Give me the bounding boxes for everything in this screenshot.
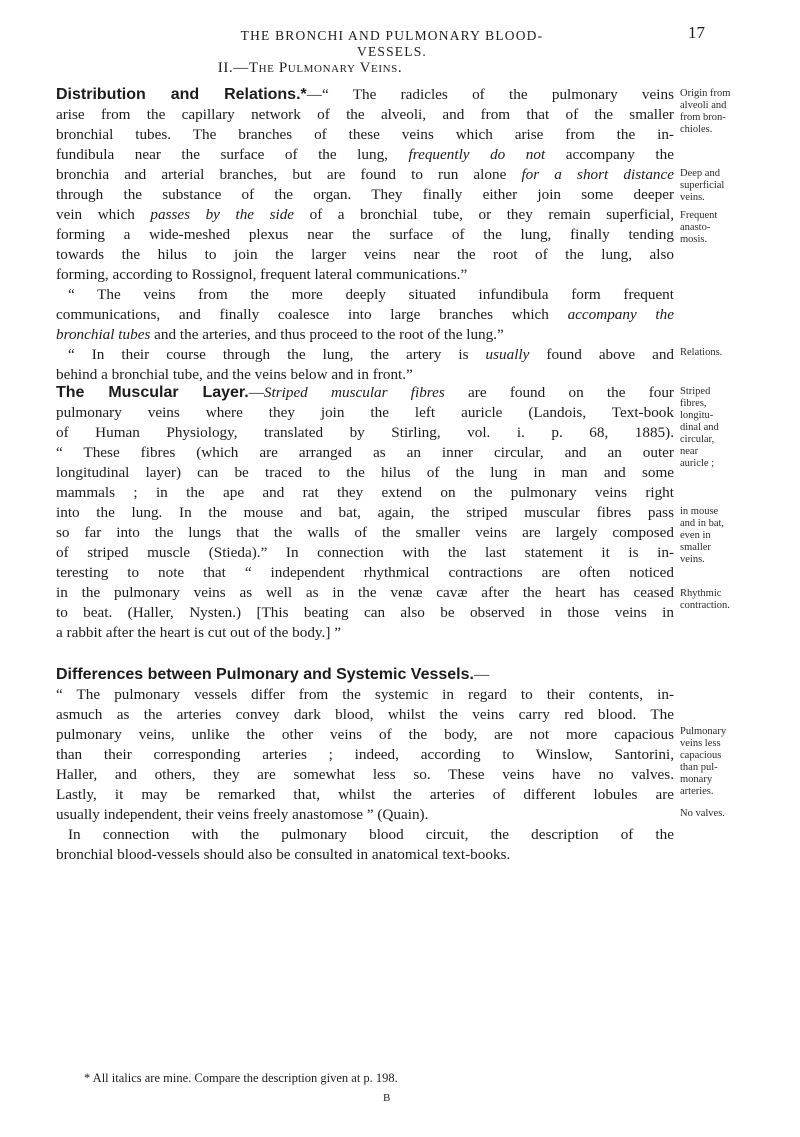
text-line: to beat. (Haller, Nysten.) [This beating can also be observed in those veins in [56, 604, 674, 621]
text-line: through the substance of the organ. They finally either join some deeper [56, 186, 674, 203]
text-line: asmuch as the arteries convey dark blood, whilst the veins carry red blood. The [56, 706, 674, 723]
text-line: bronchial tubes. The branches of these veins which arise from the in- [56, 126, 674, 143]
heading-muscular-layer: The Muscular Layer. [56, 384, 249, 401]
footnote: * All italics are mine. Compare the description given at p. 198. [84, 1071, 398, 1085]
text-line: vein which passes by the side of a bronchial tube, or they remain superficial, [56, 206, 674, 223]
text-line: pulmonary veins, unlike the other veins of the body, are not more capacious [56, 726, 674, 743]
page-number: 17 [688, 23, 705, 42]
text-line: a rabbit after the heart is cut out of the body.] ” [56, 624, 341, 641]
text-line: The Muscular Layer.—Striped muscular fibres are found on the four [56, 384, 674, 401]
section-title: II.—The Pulmonary Veins. [217, 60, 403, 76]
text-line: “ These fibres (which are arranged as an inner circular, and an outer [56, 444, 674, 461]
heading-differences: Differences between Pulmonary and Systemic Vessels. [56, 666, 474, 683]
text-line: usually independent, their veins freely anastomose ” (Quain). [56, 806, 429, 823]
text-line: into the lung. In the mouse and bat, again, the striped muscular fibres pass [56, 504, 674, 521]
text-line: communications, and finally coalesce into large branches which accompany the [56, 306, 674, 323]
text-line: Lastly, it may be remarked that, whilst the arteries of different lobules are [56, 786, 674, 803]
text-line: “ The veins from the more deeply situated infundibula form frequent [68, 286, 674, 303]
text-line: arise from the capillary network of the alveoli, and from that of the smaller [56, 106, 674, 123]
text-line: In connection with the pulmonary blood circuit, the description of the [68, 826, 674, 843]
text-line: mammals ; in the ape and rat they extend on the pulmonary veins right [56, 484, 674, 501]
margin-note-rhythmic: Rhythmic contraction. [680, 588, 730, 611]
text-line: “ The pulmonary vessels differ from the systemic in regard to their contents, in- [56, 686, 674, 703]
text-line: of striped muscle (Stieda).” In connection with the last statement it is in- [56, 544, 674, 561]
text-line: fundibula near the surface of the lung, frequently do not accompany the [56, 146, 674, 163]
heading-distribution: Distribution and Relations.* [56, 86, 307, 103]
margin-note-no-valves: No valves. [680, 808, 725, 819]
margin-note-relations: Relations. [680, 347, 723, 358]
text-line: forming a wide-meshed plexus near the surface of the lung, finally tending [56, 226, 674, 243]
text-line: Haller, and others, they are somewhat less so. These veins have no valves. [56, 766, 674, 783]
text-line: bronchial tubes and the arteries, and thus proceed to the root of the lung.” [56, 326, 504, 343]
margin-note-origin: Origin from alveoli and from bron- chioles. [680, 88, 731, 135]
paragraph-differences [56, 665, 674, 865]
paragraph-distribution [56, 85, 674, 385]
text-line: longitudinal layer) can be traced to the hilus of the lung in man and some [56, 464, 674, 481]
text-line: than their corresponding arteries ; indeed, according to Winslow, Santorini, [56, 746, 674, 763]
text-line: behind a bronchial tube, and the veins below and in front.” [56, 366, 413, 383]
text-line: Distribution and Relations.*—“ The radicles of the pulmonary veins [56, 86, 674, 103]
margin-note-pulmonary-veins: Pulmonary veins less capacious than pul- monary arteries. [680, 726, 727, 797]
text-line: Differences between Pulmonary and Systemic Vessels.— [56, 666, 490, 683]
margin-note-striped: Striped fibres, longitu- dinal and circular, near auricle ; [680, 386, 719, 469]
text-line: teresting to note that “ independent rhythmical contractions are often noticed [56, 564, 674, 581]
text-line: forming, according to Rossignol, frequent lateral communications.” [56, 266, 468, 283]
running-head: THE BRONCHI AND PULMONARY BLOOD-VESSELS. [240, 28, 544, 59]
paragraph-muscular-layer [56, 383, 674, 643]
text-line: of Human Physiology, translated by Stirling, vol. i. p. 68, 1885). [56, 424, 674, 441]
text-line: bronchial blood-vessels should also be consulted in anatomical text-books. [56, 846, 511, 863]
margin-note-anastomosis: Frequent anasto- mosis. [680, 210, 718, 245]
text-line: “ In their course through the lung, the artery is usually found above and [68, 346, 674, 363]
margin-note-deep-veins: Deep and superficial veins. [680, 168, 725, 203]
text-line: pulmonary veins where they join the left auricle (Landois, Text-book [56, 404, 674, 421]
text-line: in the pulmonary veins as well as in the venæ cavæ after the heart has ceased [56, 584, 674, 601]
signature-mark: B [383, 1092, 391, 1104]
text-line: towards the hilus to join the larger veins near the root of the lung, also [56, 246, 674, 263]
text-line: bronchia and arterial branches, but are found to run alone for a short distance [56, 166, 674, 183]
margin-note-mouse-bat: in mouse and in bat, even in smaller veins. [680, 506, 725, 565]
text-line: so far into the lungs that the walls of the smaller veins are largely composed [56, 524, 674, 541]
